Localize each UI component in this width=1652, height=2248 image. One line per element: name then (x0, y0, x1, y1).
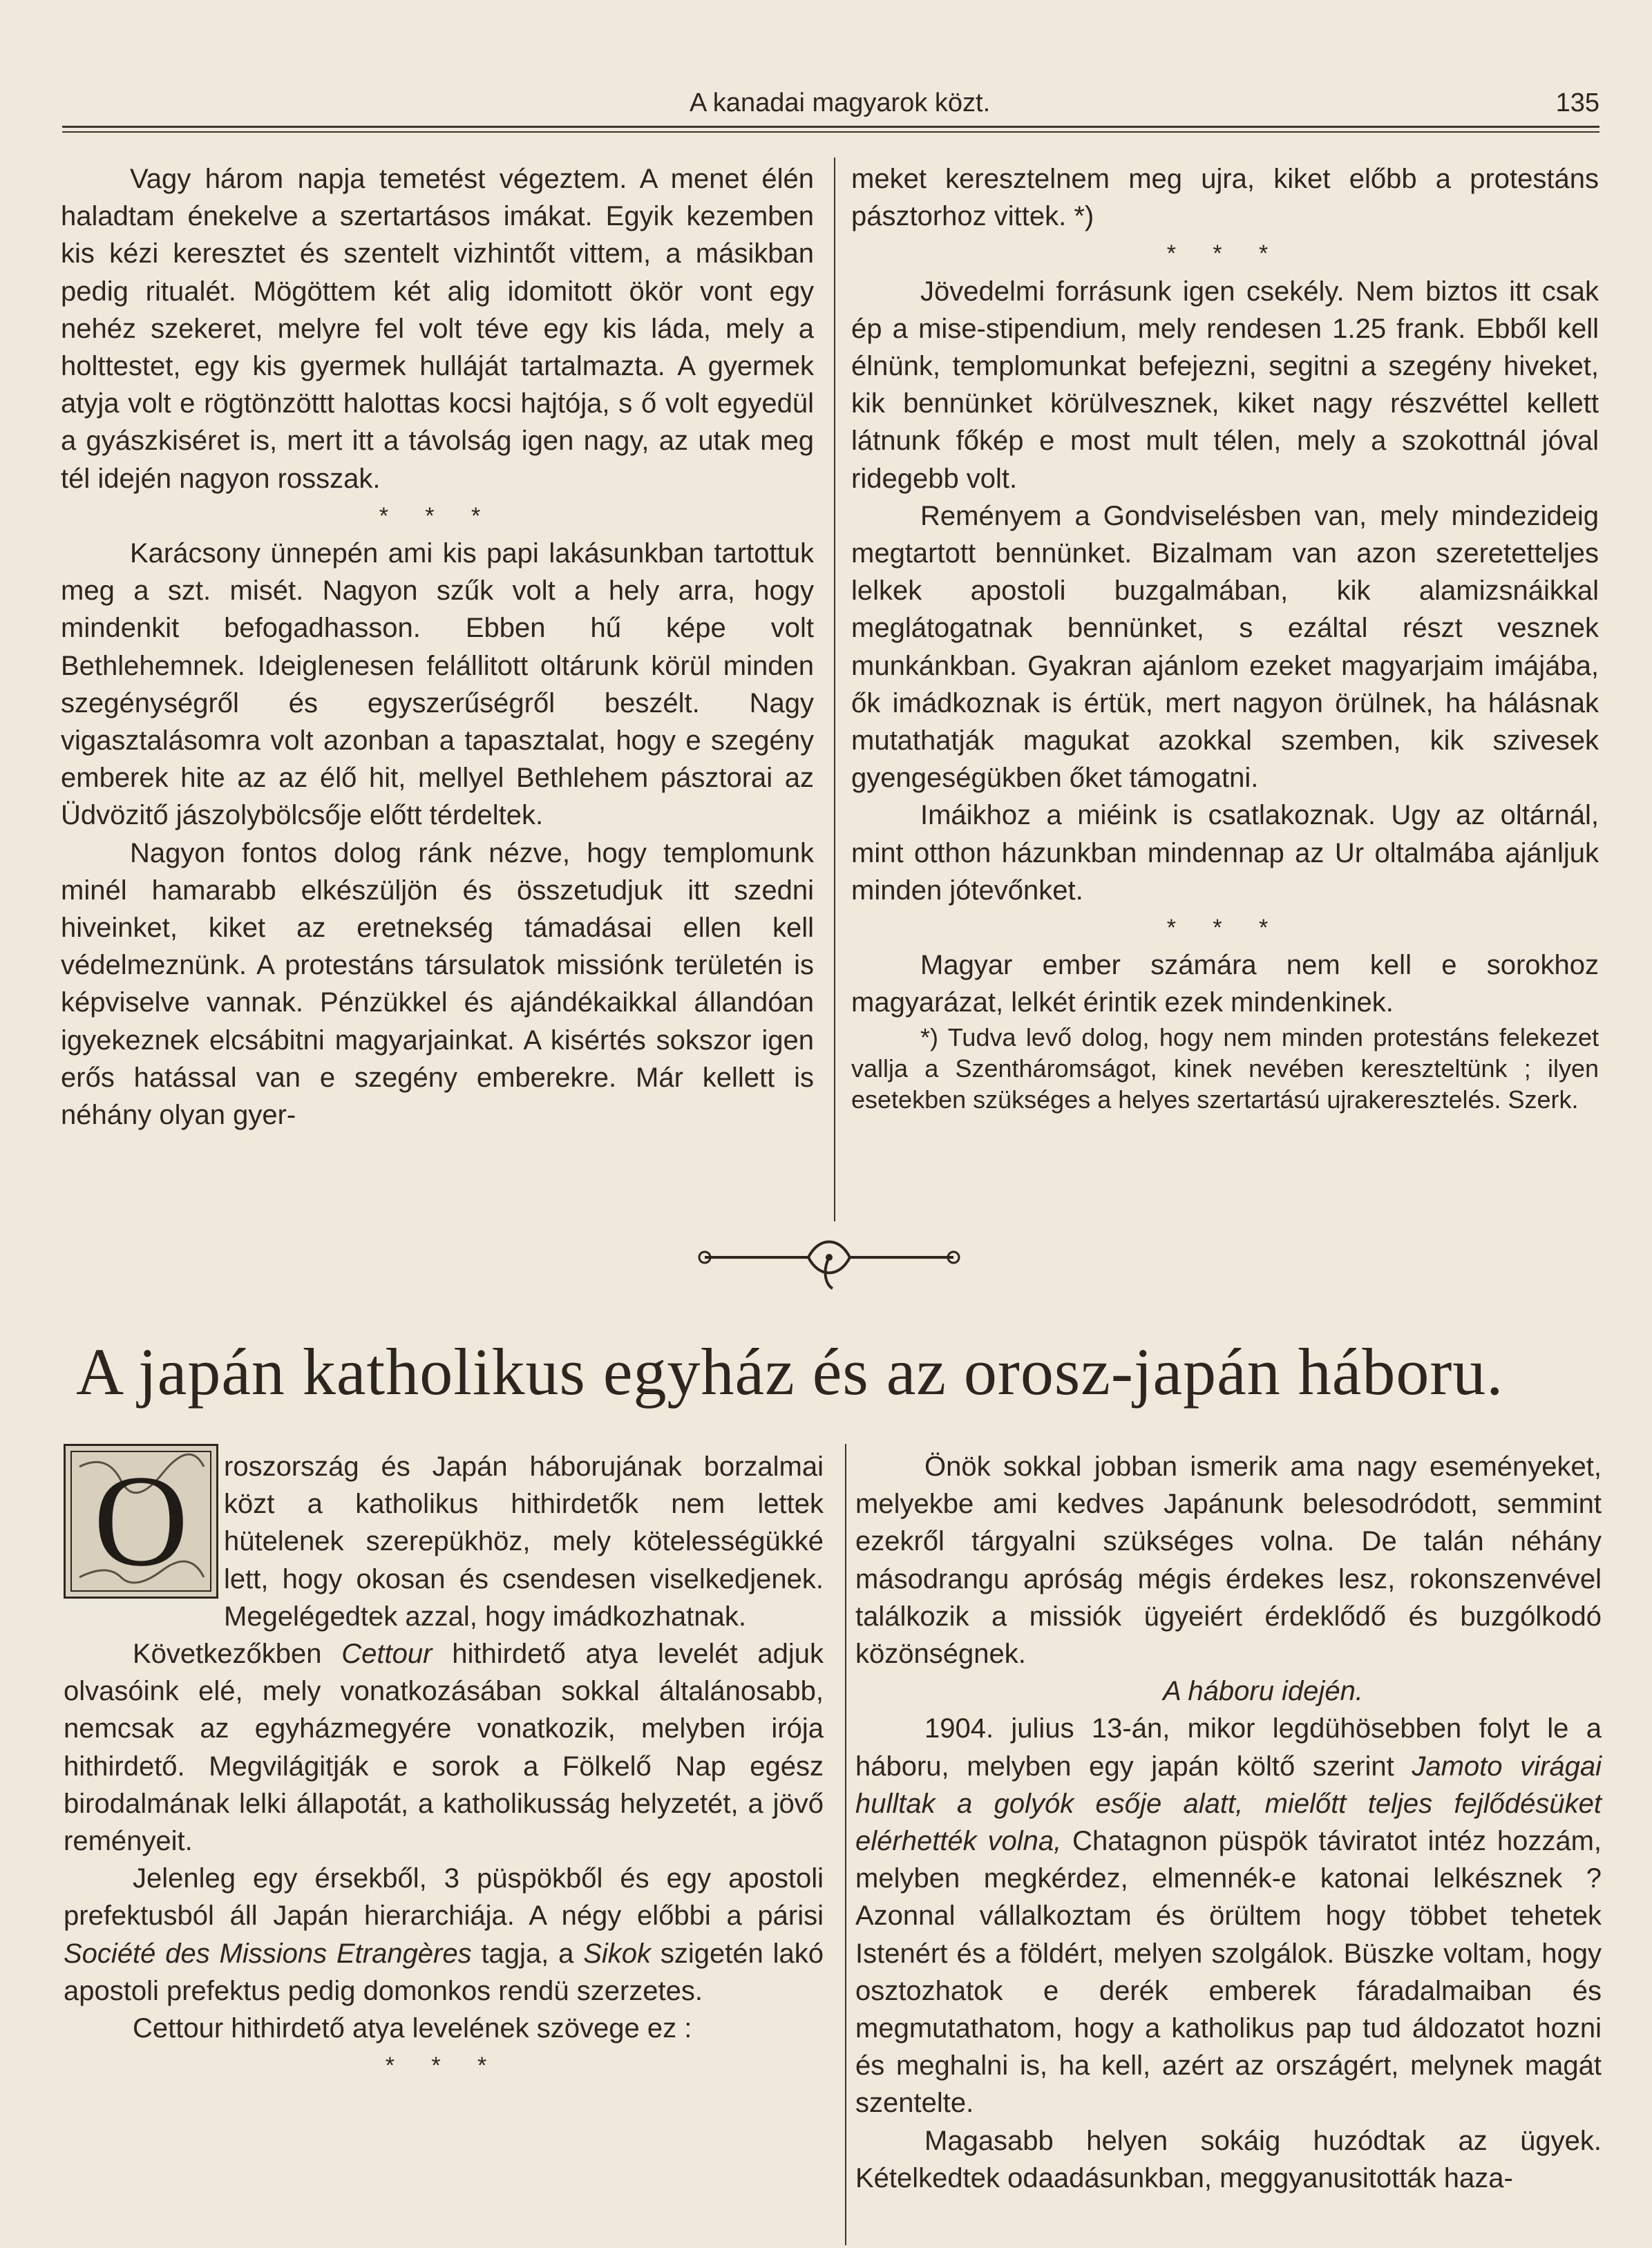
footnote: *) Tudva levő dolog, hogy nem minden protestáns felekezet vallja a Szentháromságot, kinek nevében kereszteltünk ; ilyen esetekben szükséges a helyes szertartású ujrakeresztelés. Szerk. (851, 1022, 1599, 1114)
paragraph: meket keresztelnem meg ujra, kiket előbb a protestáns pásztorhoz vittek. *) (851, 164, 1599, 232)
top-right-column (851, 160, 1599, 1115)
top-left-column (61, 160, 814, 1134)
article-right-column (855, 1448, 1602, 2197)
header-rule-thin (62, 131, 1599, 133)
section-stars: * * * (385, 2052, 502, 2079)
paragraph: Reményem a Gondviselésben van, mely mindezideig megtartott bennünket. Bizalmam van azon szeretetteljes lelkek apostoli buzgalmában, kik alamizsnáikkal meglátogatnak bennünket, s ezáltal részt vesznek munkánkban. Gyakran ajánlom ezeket magyarjaim imájába, ők imádkoznak is értük, mert nagyon örülnek, ha hálásnak mutathatják magukat azokkal szemben, kik szivesek gyengeségükben őket támogatni. (851, 500, 1599, 794)
paragraph: Nagyon fontos dolog ránk nézve, hogy templomunk minél hamarabb elkészüljön és összetudjuk itt szedni hiveinket, kiket az eretnekség támadásai ellen kell védelmeznünk. A protestáns társulatok missiónk területén is képviselve vannak. Pénzükkel és ajándékaikkal állandóan igyekeznek elcsábitni magyarjainkat. A kisértés sokszor igen erős hatással van e szegény emberekre. Már kellett is néhány olyan gyer- (61, 837, 814, 1131)
section-stars: * * * (1166, 915, 1284, 942)
column-divider (834, 158, 835, 1221)
dropcap-letter: O (93, 1449, 189, 1594)
article-left-column (64, 1448, 824, 2084)
header-rule (62, 126, 1599, 128)
paragraph: Vagy három napja temetést végeztem. A menet élén haladtam énekelve a szertartásos imákat. Egyik kezemben kis kézi keresztet és szentelt vizhintőt vittem, a másikban pedig ritualét. Mögöttem két alig idomitott ökör vont egy nehéz szekeret, melyre fel volt téve egy kis láda, mely a holttestet, egy kis gyermek hulláját tartalmazta. A gyermek atyja volt e rögtönzöttt halottas kocsi hajtója, s ő volt egyedül a gyászkiséret is, mert itt a távolság igen nagy, az utak meg tél idején nagyon rosszak. (61, 164, 814, 494)
society-name: Société des Missions Etrangères (64, 1938, 472, 1969)
subheading: A háboru idején. (1163, 1676, 1363, 1707)
paragraph: Imáikhoz a miéink is csatlakoznak. Ugy az oltárnál, mint otthon házunkban mindennap az Ur oltalmába ajánljuk minden jótevőnket. (851, 800, 1599, 906)
paragraph: Magasabb helyen sokáig huzódtak az ügyek. Kételkedtek odaadásunkban, meggyanusitották haza- (855, 2125, 1602, 2193)
running-header (62, 82, 1599, 123)
section-stars: * * * (379, 502, 496, 529)
paragraph: Magyar ember számára nem kell e sorokhoz magyarázat, lelkét érintik ezek mindenkinek. (851, 950, 1599, 1018)
paragraph: roszország és Japán háborujának borzalmai közt a katholikus hithirdetők nem lettek hütelenek szerepükhöz, mely kötelességükké lett, hogy okosan és csendesen viselkedjenek. Megelégedtek azzal, hogy imádkozhatnak. (224, 1451, 824, 1632)
paragraph: Önök sokkal jobban ismerik ama nagy eseményeket, melyekbe ami kedves Japánunk belesodródott, semmint ezekről tárgyalni szükséges volna. De talán néhány másodrangu apróság mégis érdekes lesz, rokonszenvével találkozik a missiók ügyeiért érdeklődő és buzgólkodó közönségnek. (855, 1451, 1602, 1670)
paragraph: Cettour hithirdető atya levelének szövege ez : (133, 2013, 692, 2044)
quote: Jamoto virágai hulltak a golyók esője alatt, mielőtt teljes fejlődésüket elérhették volna, (855, 1751, 1602, 1857)
page-number: 135 (1555, 88, 1599, 117)
paragraph: 1904. julius 13-án, mikor legdühösebben folyt le a háboru, melyben egy japán költő szerint Jamoto virágai hulltak a golyók esője alatt, mielőtt teljes fejlődésüket elérhették volna, Chatagnon püspök táviratot intéz hozzám, melyben megkérdez, elmennék-e katonai lelkésznek ? Azonnal vállalkoztam és örültem hogy többet tehetek Istenért és a földért, melyen szolgálok. Büszke voltam, hogy osztozhatok e derék emberek fáradalmaiban és megmutathatom, hogy a katholikus pap tud áldozatot hozni és meghalni is, ha kell, azért az országért, melynek magát szentelte. (855, 1713, 1602, 2119)
ornament-divider (691, 1230, 967, 1299)
article-title: A japán katholikus egyház és az orosz-japán háboru. (76, 1335, 1504, 1409)
paragraph: Következőkben Cettour hithirdető atya levelét adjuk olvasóink elé, mely vonatkozásában sokkal általánosabb, nemcsak az egyházmegyére vonatkozik, melyben irója hithirdető. Megvilágitják e sorok a Fölkelő Nap egész birodalmának lelki állapotát, a katholikusság helyzetét, a jövő reményeit. (64, 1639, 824, 1857)
paragraph: Karácsony ünnepén ami kis papi lakásunkban tartottuk meg a szt. misét. Nagyon szűk volt a hely arra, hogy mindenkit befogadhasson. Ebben hű képe volt Bethlehemnek. Ideiglenesen felállitott oltárunk körül minden szegénységről és egyszerűségről beszélt. Nagy vigasztalásomra volt azonban a tapasztalat, hogy e szegény emberek hite az az élő hit, mellyel Bethlehem pásztorai az Üdvözitő jászolybölcsője előtt térdeltek. (61, 538, 814, 831)
paragraph: Jövedelmi forrásunk igen csekély. Nem biztos itt csak ép a mise-stipendium, mely rendesen 1.25 frank. Ebből kell élnünk, templomunkat befejezni, segitni a szegény hiveket, kik bennünket körülvesznek, kiket nagy részvéttel kellett látnunk főkép e most mult télen, mely a szokottnál jóval ridegebb volt. (851, 276, 1599, 494)
section-stars: * * * (1166, 240, 1284, 267)
name: Cettour (341, 1639, 433, 1670)
island-name: Sikok (583, 1938, 651, 1969)
column-divider (845, 1444, 846, 2245)
running-title: A kanadai magyarok közt. (690, 88, 991, 117)
paragraph: Jelenleg egy érsekből, 3 püspökből és egy apostoli prefektusból áll Japán hierarchiája. A négy előbbi a párisi Société des Missions Etrangères tagja, a Sikok szigetén lakó apostoli prefektus pedig domonkos rendü szerzetes. (64, 1863, 824, 2006)
